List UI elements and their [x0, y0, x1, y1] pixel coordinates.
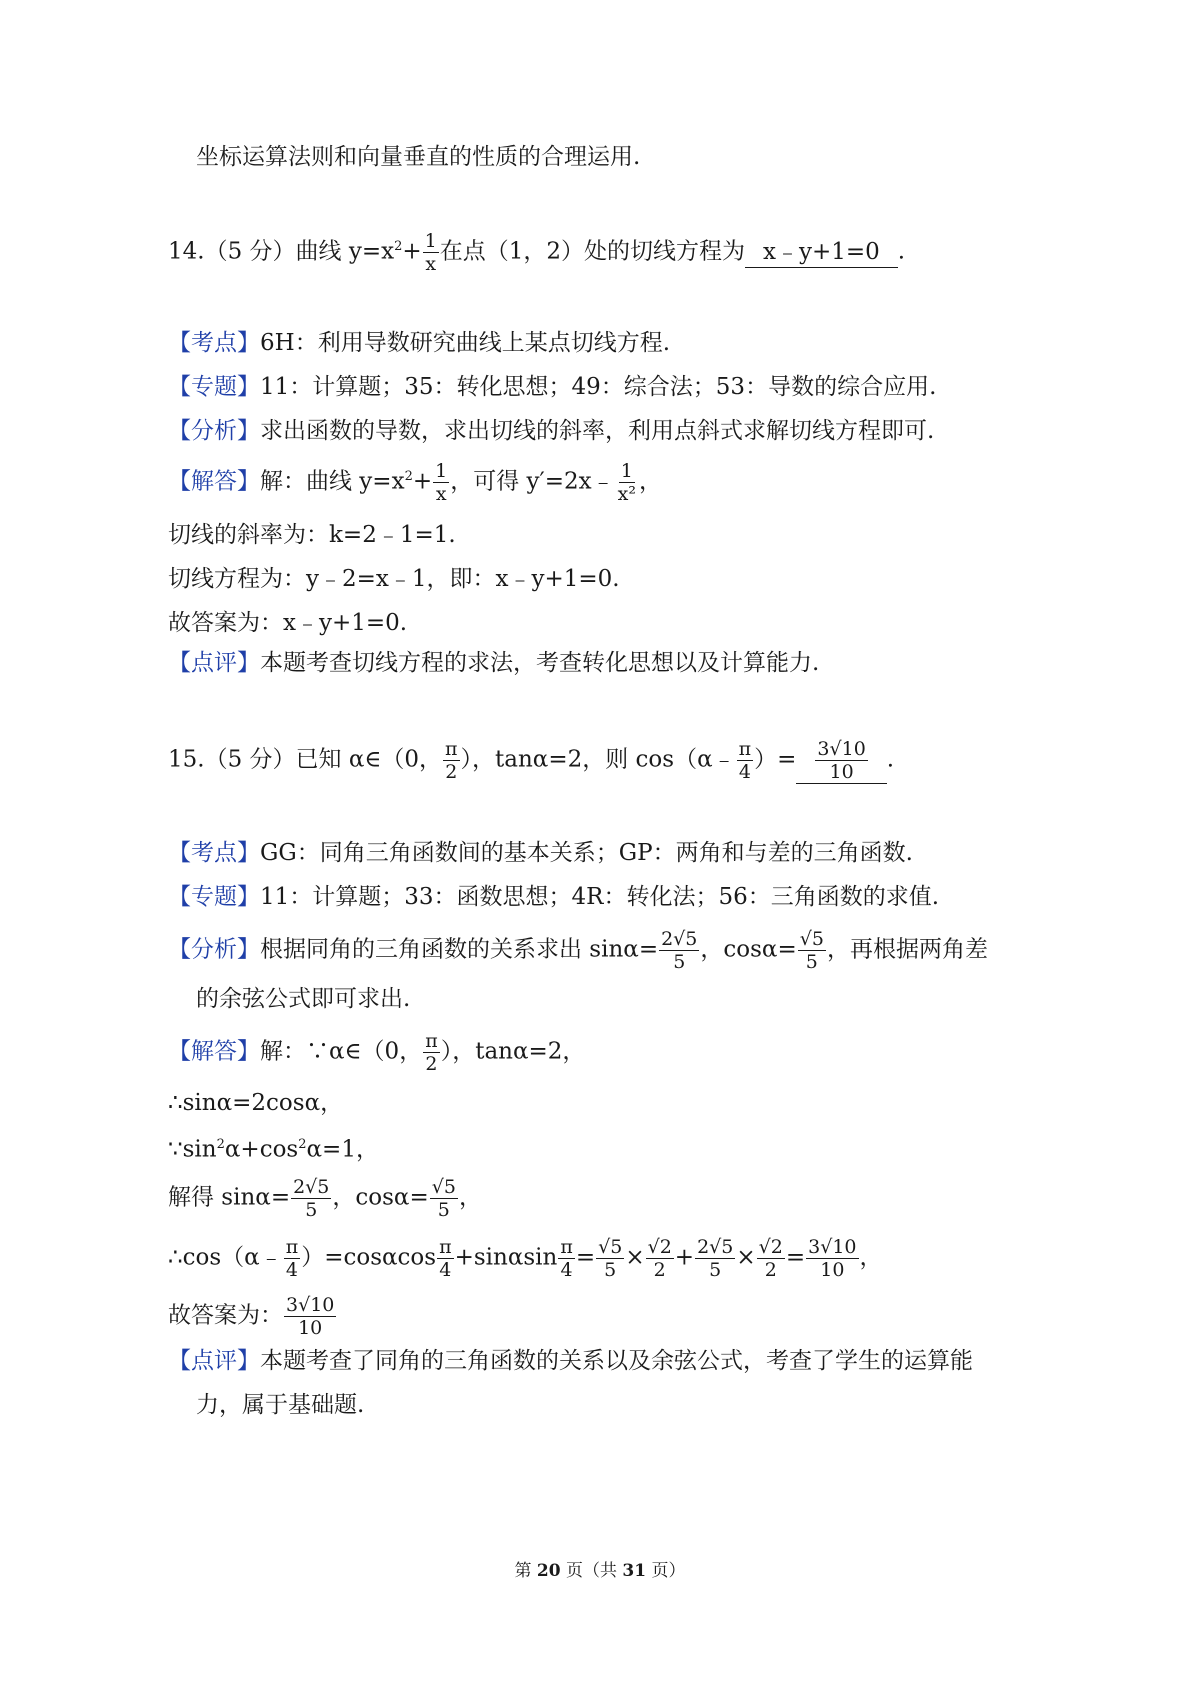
fraction: $\frac{2√5}{5}$	[293, 1176, 330, 1221]
zhuanti-14: 【专题】11：计算题；35：转化思想；49：综合法；53：导数的综合应用.	[168, 374, 937, 400]
solution-line: 故答案为： $\frac{3√10}{10}$	[168, 1294, 335, 1339]
fraction: $\frac{\pi}{2}$	[425, 1030, 438, 1075]
page-footer: 第 20 页（共 31 页）	[514, 1561, 686, 1581]
jieda-15: 【解答】解：∵α∈（0， $\frac{\pi}{2}$ ），tanα=2，	[168, 1030, 586, 1075]
fraction: $\frac{\pi}{4}$	[285, 1236, 299, 1281]
page-total: 31	[622, 1561, 647, 1581]
fraction: $\frac{\pi}{4}$	[439, 1236, 452, 1281]
solution-line: ∴sinα=2cosα，	[168, 1090, 344, 1116]
question-15: 15.（5 分）已知 α∈（0， $\frac{\pi}{2}$ ），tanα=2，则 cos（α﹣ $\frac{\pi}{4}$ ）= $\frac{3√10}{10}$ .	[168, 738, 895, 783]
fraction: $\frac{√2}{2}$	[758, 1236, 783, 1281]
kaodian-15: 【考点】GG：同角三角函数间的基本关系；GP：两角和与差的三角函数.	[168, 840, 913, 866]
fraction: $\frac{\pi}{2}$	[445, 738, 458, 783]
question-14: 14.（5 分）曲线 $y=x^2+$ $\frac{1}{x}$ 在点（1，2）处的切线方程为 x﹣y+1=0 .	[168, 230, 906, 275]
zhuanti-15: 【专题】11：计算题；33：函数思想；4R：转化法；56：三角函数的求值.	[168, 884, 940, 910]
solution-line: 解得 sinα= $\frac{2√5}{5}$ ，cosα= $\frac{√5}{5}$ ，	[168, 1176, 482, 1221]
solution-line: 故答案为：x﹣y+1=0.	[168, 610, 408, 636]
fraction: $\frac{1}{\text{x²}}$	[617, 460, 636, 505]
fraction: $\frac{√5}{5}$	[431, 1176, 456, 1221]
answer-blank	[796, 738, 886, 784]
fenxi-15: 【分析】根据同角的三角函数的关系求出 sinα= $\frac{2√5}{5}$ ，cosα= $\frac{√5}{5}$ ，再根据两角差	[168, 928, 988, 973]
fenxi-15-cont: 的余弦公式即可求出.	[196, 986, 411, 1012]
fraction: $\frac{1}{x}$	[424, 230, 437, 275]
solution-line: ∴cos（α﹣ $\frac{\pi}{4}$ ）=cosαcos $\frac{\pi}{4}$ +sinαsin $\frac{\pi}{4}$ = $\frac{√5}{5}$ × $\frac{√2}{2}$ + $\frac{2√5}{5}$ × $\frac{√2}{2}$ = $\frac{3√10}{10}$ ，	[168, 1236, 883, 1281]
dianping-14: 【点评】本题考查切线方程的求法，考查转化思想以及计算能力.	[168, 650, 820, 676]
page-number: 20	[536, 1561, 561, 1581]
fraction: $\frac{2√5}{5}$	[697, 1236, 734, 1281]
fraction: $\frac{2√5}{5}$	[661, 928, 698, 973]
fraction: $\frac{√2}{2}$	[647, 1236, 672, 1281]
solution-line: 切线的斜率为：k=2﹣1=1.	[168, 522, 456, 548]
fraction: $\frac{√5}{5}$	[598, 1236, 623, 1281]
fenxi-14: 【分析】求出函数的导数，求出切线的斜率，利用点斜式求解切线方程即可.	[168, 418, 935, 444]
dianping-15-cont: 力，属于基础题.	[196, 1392, 365, 1418]
dianping-15: 【点评】本题考查了同角的三角函数的关系以及余弦公式，考查了学生的运算能	[168, 1348, 973, 1374]
fraction: $\frac{3√10}{10}$	[286, 1294, 335, 1339]
intro-text: 坐标运算法则和向量垂直的性质的合理运用.	[196, 144, 641, 170]
fraction: $\frac{\pi}{4}$	[560, 1236, 573, 1281]
fraction: $\frac{3√10}{10}$	[808, 1236, 857, 1281]
answer-blank: x﹣y+1=0	[745, 237, 898, 268]
fraction: $\frac{1}{x}$	[435, 460, 448, 505]
fraction: $\frac{√5}{5}$	[799, 928, 824, 973]
jieda-14: 【解答】解：曲线 $y=x^2+$ $\frac{1}{x}$ ，可得 y′=2x﹣ $\frac{1}{\text{x²}}$ ，	[168, 460, 662, 505]
solution-line: 切线方程为：y﹣2=x﹣1，即：x﹣y+1=0.	[168, 566, 620, 592]
fraction: $\frac{3√10}{10}$	[817, 738, 866, 783]
solution-line: $\because\sin^2\alpha+\cos^2\alpha=1$，	[168, 1136, 379, 1163]
kaodian-14: 【考点】6H：利用导数研究曲线上某点切线方程.	[168, 330, 671, 356]
fraction: $\frac{\pi}{4}$	[738, 738, 752, 783]
